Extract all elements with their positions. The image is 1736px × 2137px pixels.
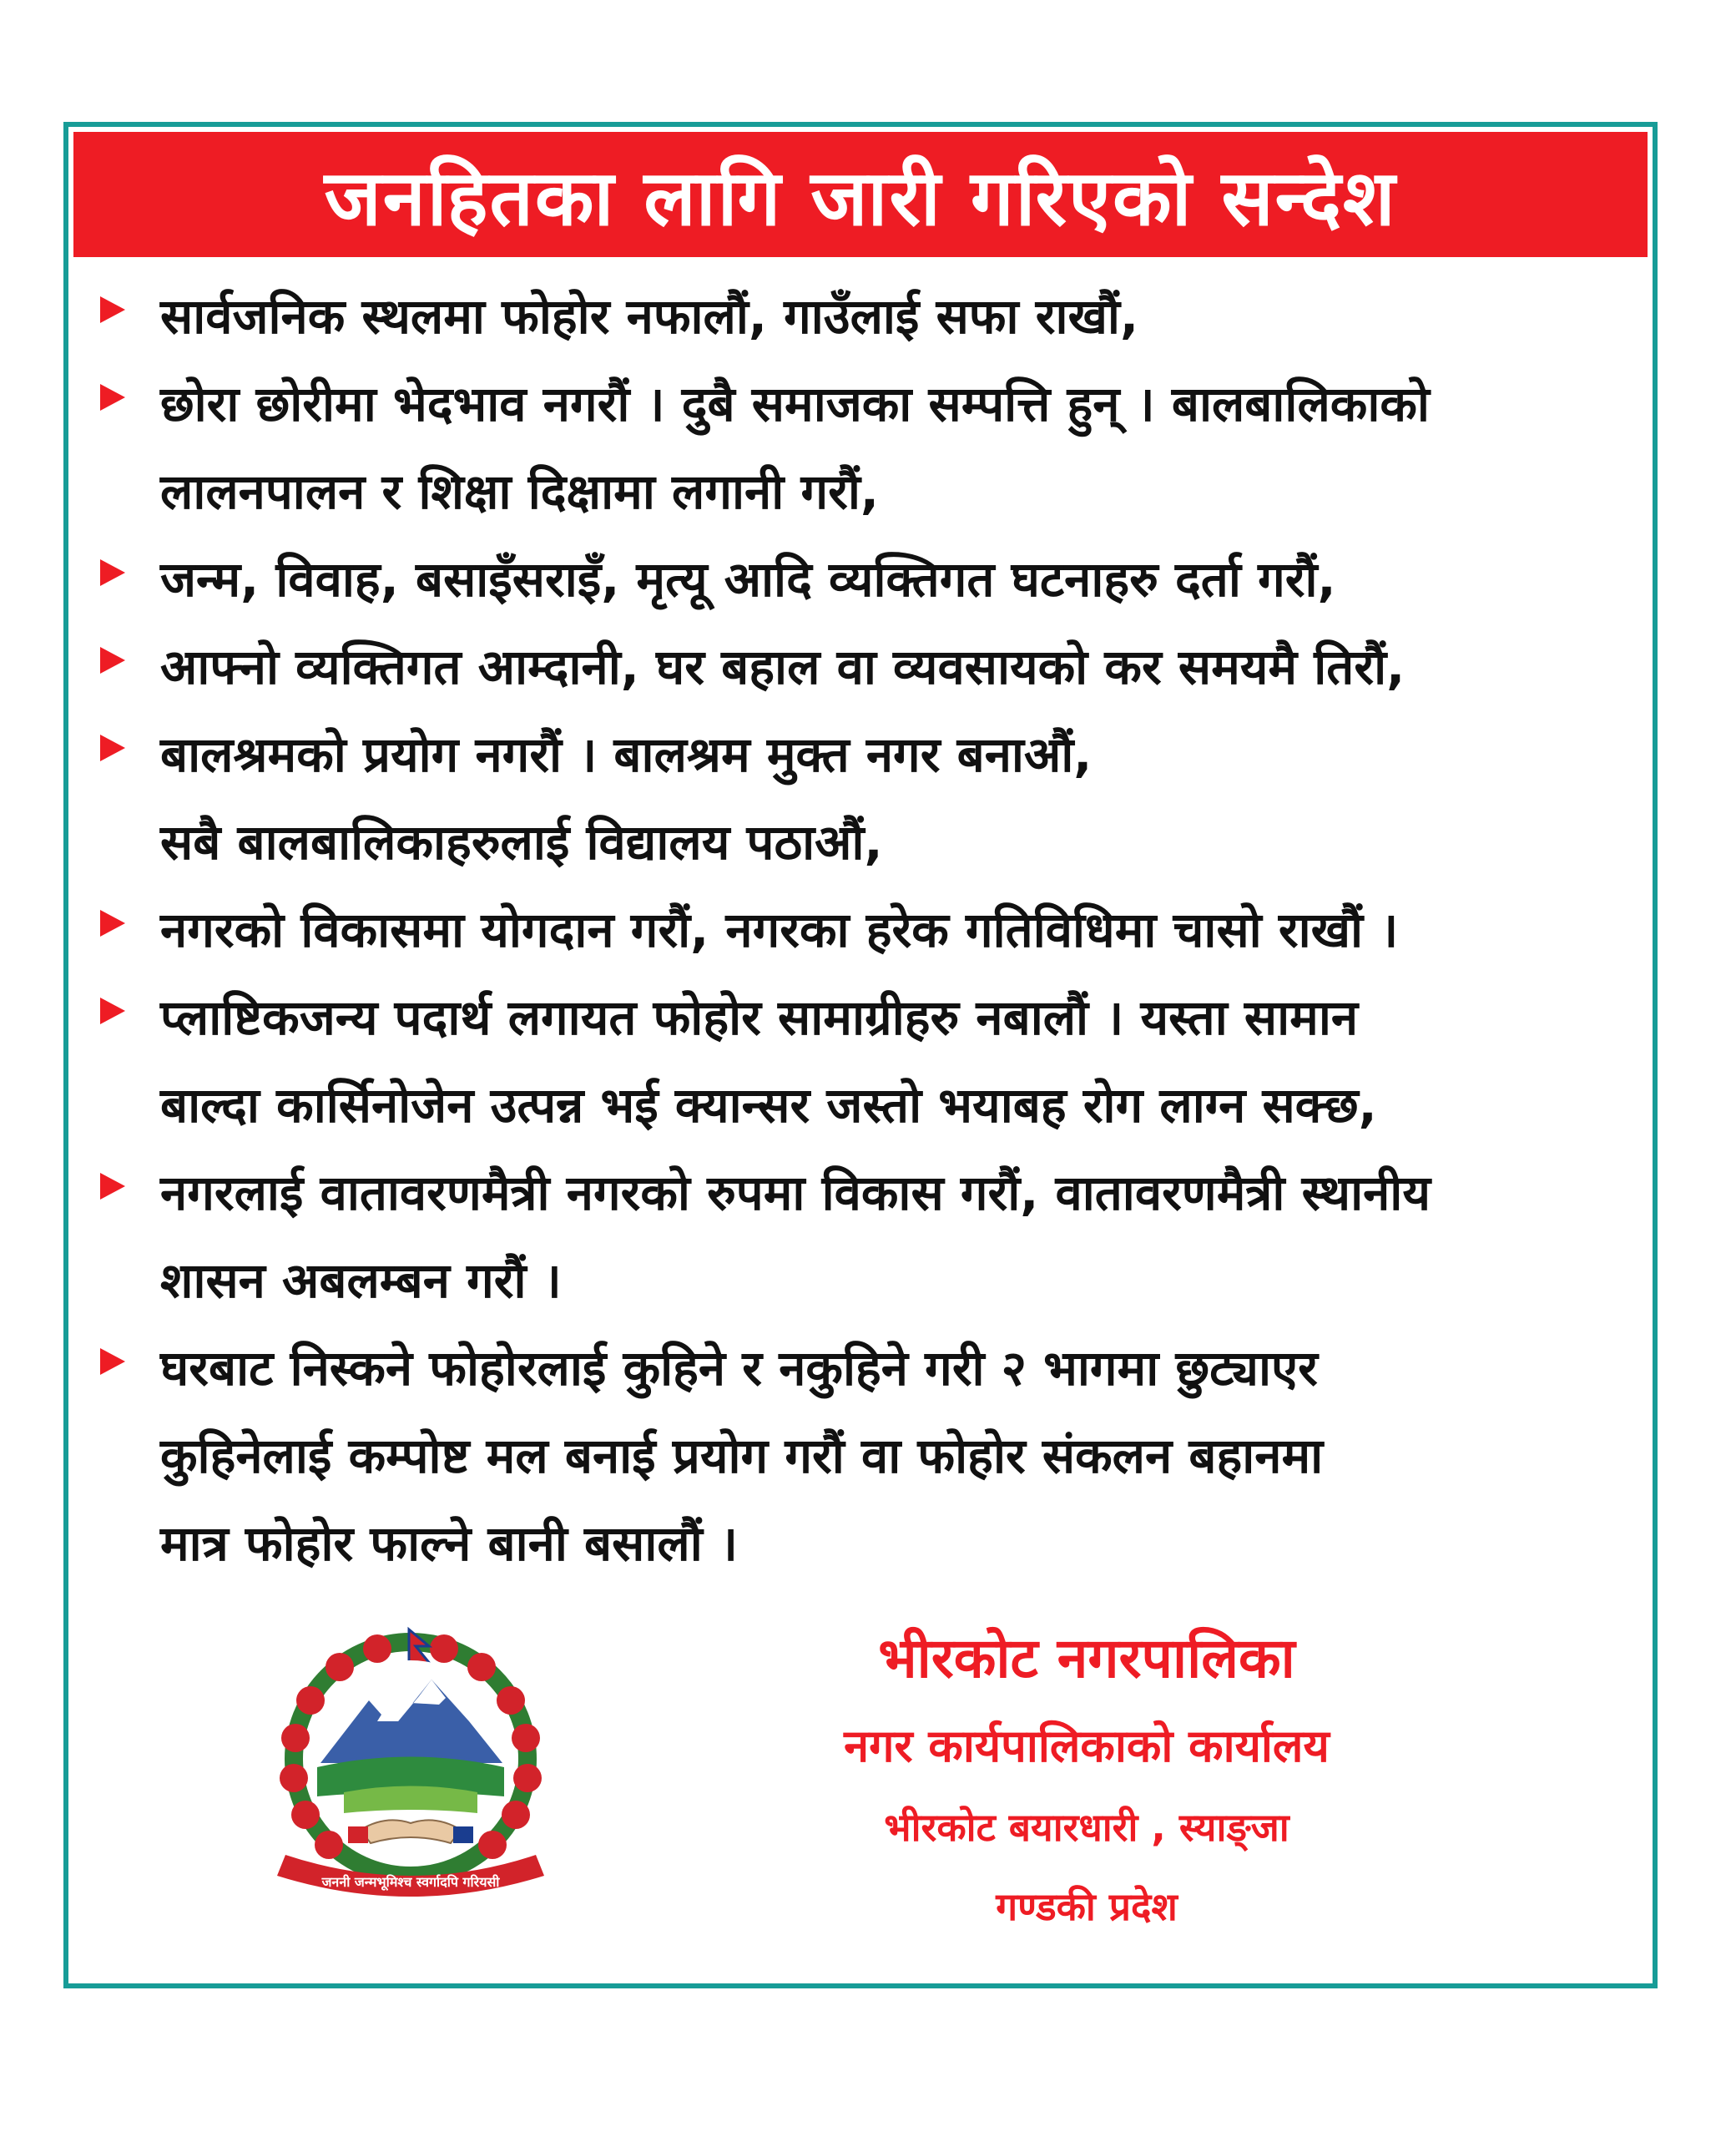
- message-line: मात्र फोहोर फाल्ने बानी बसालौं ।: [160, 1515, 738, 1572]
- message-item: [85, 536, 1646, 624]
- message-line: लालनपालन र शिक्षा दिक्षामा लगानी गरौं,: [160, 463, 879, 520]
- office-block: [636, 1613, 1537, 1947]
- message-line: नगरलाई वातावरणमैत्री नगरको रुपमा विकास गरौं, वातावरणमैत्री स्थानीय: [160, 1164, 1431, 1221]
- message-line: प्लाष्टिकजन्य पदार्थ लगायत फोहोर सामाग्रीहरु नबालौं । यस्ता सामान: [160, 989, 1359, 1046]
- message-line: जन्म, विवाह, बसाइँसराइँ, मृत्यू आदि व्यक्तिगत घटनाहरु दर्ता गरौं,: [160, 551, 1336, 608]
- message-item: [85, 974, 1646, 1149]
- triangle-bullet-icon: [100, 998, 125, 1024]
- message-item: [85, 624, 1646, 711]
- message-line: आफ्नो व्यक्तिगत आम्दानी, घर बहाल वा व्यवसायको कर समयमै तिरौं,: [160, 639, 1405, 695]
- message-line: सबै बालबालिकाहरुलाई विद्यालय पठाऔं,: [160, 814, 883, 871]
- triangle-bullet-icon: [100, 559, 125, 586]
- nepal-government-emblem-icon: [252, 1621, 569, 1905]
- message-item: [85, 711, 1646, 887]
- notice-frame: [63, 122, 1658, 1988]
- message-line: घरबाट निस्कने फोहोरलाई कुहिने र नकुहिने गरी २ भागमा छुट्याएर: [160, 1340, 1318, 1397]
- message-line: शासन अबलम्बन गरौं ।: [160, 1252, 562, 1309]
- emblem-motto: जननी जन्मभूमिश्च स्वर्गादपि गरियसी: [321, 1874, 500, 1890]
- message-item: [85, 887, 1646, 974]
- message-list: [85, 273, 1646, 1588]
- motto-ribbon: [277, 1855, 544, 1897]
- office-province: गण्डकी प्रदेश: [996, 1884, 1178, 1929]
- office-unit: नगर कार्यपालिकाको कार्यालय: [844, 1720, 1330, 1772]
- message-line: बालश्रमको प्रयोग नगरौं । बालश्रम मुक्त नगर बनाऔं,: [160, 726, 1093, 783]
- message-line: सार्वजनिक स्थलमा फोहोर नफालौं, गाउँलाई सफा राखौं,: [160, 288, 1138, 345]
- message-line: कुहिनेलाई कम्पोष्ट मल बनाई प्रयोग गरौं वा फोहोर संकलन बहानमा: [160, 1427, 1324, 1484]
- message-item: [85, 273, 1646, 361]
- triangle-bullet-icon: [100, 296, 125, 323]
- triangle-bullet-icon: [100, 384, 125, 411]
- triangle-bullet-icon: [100, 735, 125, 761]
- title-banner: [73, 132, 1648, 257]
- message-item: [85, 1325, 1646, 1588]
- triangle-bullet-icon: [100, 647, 125, 674]
- message-item: [85, 1149, 1646, 1325]
- office-address: भीरकोट बयारधारी , स्याङ्जा: [884, 1805, 1289, 1850]
- message-line: नगरको विकासमा योगदान गरौं, नगरका हरेक गतिविधिमा चासो राखौं ।: [160, 902, 1399, 958]
- triangle-bullet-icon: [100, 910, 125, 937]
- footer: [68, 1613, 1653, 1980]
- notice-title: जनहितका लागि जारी गरिएको सन्देश: [324, 153, 1397, 243]
- message-item: [85, 361, 1646, 536]
- municipality-name: भीरकोट नगरपालिका: [878, 1626, 1295, 1690]
- triangle-bullet-icon: [100, 1173, 125, 1200]
- message-line: छोरा छोरीमा भेदभाव नगरौं । दुबै समाजका सम्पत्ति हुन् । बालबालिकाको: [160, 376, 1430, 432]
- message-line: बाल्दा कार्सिनोजेन उत्पन्न भई क्यान्सर जस्तो भयाबह रोग लाग्न सक्छ,: [160, 1077, 1377, 1134]
- triangle-bullet-icon: [100, 1348, 125, 1375]
